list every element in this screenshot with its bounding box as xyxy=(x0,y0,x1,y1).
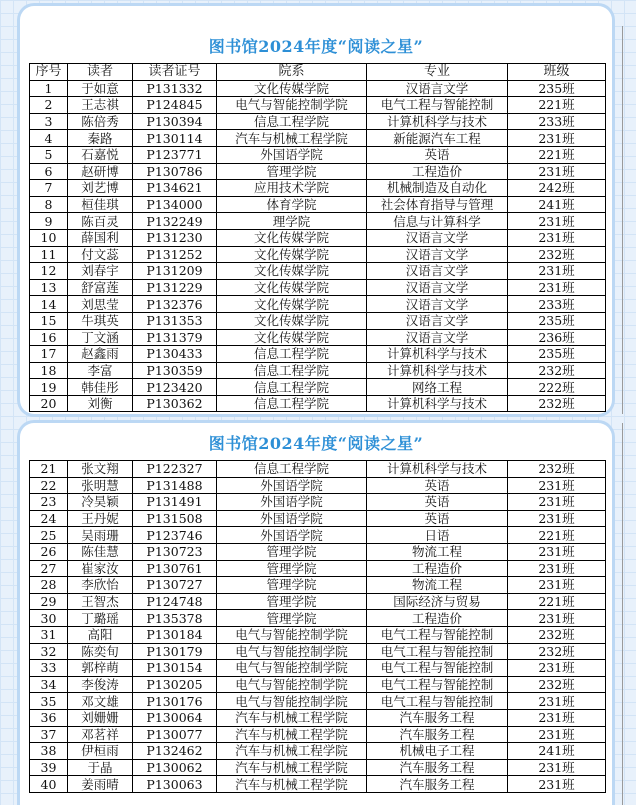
cell-index: 15 xyxy=(30,312,68,329)
cell-index: 4 xyxy=(30,130,68,147)
cell-major: 物流工程 xyxy=(367,577,508,594)
cell-college: 文化传媒学院 xyxy=(217,279,367,296)
cell-index: 22 xyxy=(30,477,68,494)
cell-class: 232班 xyxy=(508,643,606,660)
cell-card-no: P130176 xyxy=(133,693,217,710)
cell-class: 231班 xyxy=(508,560,606,577)
cell-reader: 石嘉悦 xyxy=(68,146,133,163)
table-row xyxy=(30,80,606,97)
cell-major: 汉语言文学 xyxy=(367,80,508,97)
cell-major: 电气工程与智能控制 xyxy=(367,643,508,660)
cell-major: 汽车服务工程 xyxy=(367,759,508,776)
cell-index: 38 xyxy=(30,743,68,760)
cell-college: 电气与智能控制学院 xyxy=(217,676,367,693)
cell-card-no: P130154 xyxy=(133,660,217,677)
table-row xyxy=(30,626,606,643)
cell-index: 2 xyxy=(30,97,68,114)
cell-major: 汉语言文学 xyxy=(367,229,508,246)
cell-reader: 于如意 xyxy=(68,80,133,97)
cell-index: 40 xyxy=(30,776,68,793)
cell-index: 25 xyxy=(30,527,68,544)
cell-college: 管理学院 xyxy=(217,560,367,577)
cell-reader: 刘春宇 xyxy=(68,263,133,280)
cell-card-no: P130727 xyxy=(133,577,217,594)
table-row xyxy=(30,577,606,594)
cell-index: 6 xyxy=(30,163,68,180)
list-title-1: 图书馆2024年度“阅读之星” xyxy=(208,37,424,56)
cell-index: 36 xyxy=(30,709,68,726)
table-row xyxy=(30,97,606,114)
table-row xyxy=(30,510,606,527)
cell-college: 管理学院 xyxy=(217,577,367,594)
cell-card-no: P130062 xyxy=(133,759,217,776)
cell-college: 文化传媒学院 xyxy=(217,80,367,97)
cell-card-no: P131332 xyxy=(133,80,217,97)
cell-class: 232班 xyxy=(508,395,606,412)
cell-index: 8 xyxy=(30,196,68,213)
divider-line xyxy=(622,423,623,805)
table-row xyxy=(30,527,606,544)
table-row xyxy=(30,776,606,793)
cell-reader: 邓茗祥 xyxy=(68,726,133,743)
cell-major: 日语 xyxy=(367,527,508,544)
cell-class: 231班 xyxy=(508,213,606,230)
cell-reader: 崔家汝 xyxy=(68,560,133,577)
cell-class: 221班 xyxy=(508,146,606,163)
cell-college: 电气与智能控制学院 xyxy=(217,97,367,114)
cell-reader: 韩佳彤 xyxy=(68,379,133,396)
cell-major: 汽车服务工程 xyxy=(367,726,508,743)
cell-college: 外国语学院 xyxy=(217,510,367,527)
cell-card-no: P130205 xyxy=(133,676,217,693)
cell-index: 5 xyxy=(30,146,68,163)
cell-reader: 桓佳琪 xyxy=(68,196,133,213)
cell-card-no: P130063 xyxy=(133,776,217,793)
table-row xyxy=(30,229,606,246)
table-row xyxy=(30,461,606,478)
col-header-index: 序号 xyxy=(30,64,68,81)
col-header-major: 专业 xyxy=(367,64,508,81)
cell-reader: 吴雨珊 xyxy=(68,527,133,544)
cell-major: 汉语言文学 xyxy=(367,263,508,280)
cell-reader: 薛国利 xyxy=(68,229,133,246)
cell-card-no: P132249 xyxy=(133,213,217,230)
cell-card-no: P123771 xyxy=(133,146,217,163)
cell-class: 222班 xyxy=(508,379,606,396)
cell-reader: 刘衡 xyxy=(68,395,133,412)
table-row xyxy=(30,163,606,180)
cell-major: 机械电子工程 xyxy=(367,743,508,760)
cell-class: 241班 xyxy=(508,196,606,213)
cell-index: 34 xyxy=(30,676,68,693)
cell-major: 汉语言文学 xyxy=(367,279,508,296)
cell-major: 英语 xyxy=(367,146,508,163)
cell-card-no: P131252 xyxy=(133,246,217,263)
table-row xyxy=(30,130,606,147)
cell-reader: 付文蕊 xyxy=(68,246,133,263)
cell-reader: 伊桓雨 xyxy=(68,743,133,760)
cell-index: 12 xyxy=(30,263,68,280)
cell-class: 231班 xyxy=(508,776,606,793)
table-row xyxy=(30,494,606,511)
cell-major: 物流工程 xyxy=(367,543,508,560)
cell-college: 体育学院 xyxy=(217,196,367,213)
cell-class: 221班 xyxy=(508,97,606,114)
cell-index: 26 xyxy=(30,543,68,560)
list-title-2: 图书馆2024年度“阅读之星” xyxy=(208,434,424,453)
col-header-reader: 读者 xyxy=(68,64,133,81)
cell-major: 新能源汽车工程 xyxy=(367,130,508,147)
cell-index: 24 xyxy=(30,510,68,527)
cell-index: 33 xyxy=(30,660,68,677)
cell-index: 17 xyxy=(30,346,68,363)
cell-college: 管理学院 xyxy=(217,593,367,610)
cell-reader: 冷昊颖 xyxy=(68,494,133,511)
cell-card-no: P122327 xyxy=(133,461,217,478)
cell-major: 工程造价 xyxy=(367,163,508,180)
cell-class: 235班 xyxy=(508,80,606,97)
cell-index: 11 xyxy=(30,246,68,263)
cell-college: 汽车与机械工程学院 xyxy=(217,709,367,726)
cell-card-no: P131230 xyxy=(133,229,217,246)
cell-major: 汉语言文学 xyxy=(367,246,508,263)
cell-class: 242班 xyxy=(508,180,606,197)
cell-major: 信息与计算科学 xyxy=(367,213,508,230)
cell-index: 18 xyxy=(30,362,68,379)
cell-index: 16 xyxy=(30,329,68,346)
cell-college: 应用技术学院 xyxy=(217,180,367,197)
cell-class: 231班 xyxy=(508,693,606,710)
cell-class: 231班 xyxy=(508,130,606,147)
cell-card-no: P130077 xyxy=(133,726,217,743)
cell-college: 信息工程学院 xyxy=(217,395,367,412)
table-row xyxy=(30,279,606,296)
table-row xyxy=(30,329,606,346)
cell-card-no: P123420 xyxy=(133,379,217,396)
cell-college: 管理学院 xyxy=(217,163,367,180)
cell-college: 汽车与机械工程学院 xyxy=(217,130,367,147)
table-row xyxy=(30,296,606,313)
cell-card-no: P130114 xyxy=(133,130,217,147)
cell-reader: 高阳 xyxy=(68,626,133,643)
cell-index: 20 xyxy=(30,395,68,412)
cell-reader: 赵研博 xyxy=(68,163,133,180)
cell-class: 232班 xyxy=(508,461,606,478)
table-row xyxy=(30,146,606,163)
table-row xyxy=(30,643,606,660)
cell-class: 221班 xyxy=(508,527,606,544)
cell-class: 236班 xyxy=(508,329,606,346)
table-row xyxy=(30,213,606,230)
cell-major: 电气工程与智能控制 xyxy=(367,660,508,677)
table-row xyxy=(30,743,606,760)
cell-reader: 陈百灵 xyxy=(68,213,133,230)
cell-college: 信息工程学院 xyxy=(217,461,367,478)
cell-college: 外国语学院 xyxy=(217,494,367,511)
table-row xyxy=(30,113,606,130)
cell-college: 外国语学院 xyxy=(217,477,367,494)
cell-card-no: P131488 xyxy=(133,477,217,494)
cell-college: 汽车与机械工程学院 xyxy=(217,776,367,793)
cell-reader: 牛琪英 xyxy=(68,312,133,329)
cell-class: 231班 xyxy=(508,477,606,494)
cell-major: 国际经济与贸易 xyxy=(367,593,508,610)
cell-class: 231班 xyxy=(508,610,606,627)
cell-class: 232班 xyxy=(508,246,606,263)
cell-class: 235班 xyxy=(508,346,606,363)
list-card-1 xyxy=(20,6,612,414)
cell-card-no: P135378 xyxy=(133,610,217,627)
cell-reader: 李富 xyxy=(68,362,133,379)
cell-reader: 丁璐瑶 xyxy=(68,610,133,627)
cell-major: 汉语言文学 xyxy=(367,312,508,329)
table-row xyxy=(30,560,606,577)
cell-college: 文化传媒学院 xyxy=(217,329,367,346)
cell-class: 231班 xyxy=(508,229,606,246)
cell-major: 汉语言文学 xyxy=(367,296,508,313)
cell-reader: 李欣怡 xyxy=(68,577,133,594)
cell-college: 文化传媒学院 xyxy=(217,296,367,313)
cell-class: 233班 xyxy=(508,113,606,130)
cell-class: 231班 xyxy=(508,279,606,296)
table-row xyxy=(30,180,606,197)
cell-class: 231班 xyxy=(508,263,606,280)
cell-class: 232班 xyxy=(508,676,606,693)
cell-card-no: P130064 xyxy=(133,709,217,726)
cell-class: 231班 xyxy=(508,163,606,180)
cell-major: 机械制造及自动化 xyxy=(367,180,508,197)
cell-class: 231班 xyxy=(508,510,606,527)
cell-major: 英语 xyxy=(367,494,508,511)
cell-college: 汽车与机械工程学院 xyxy=(217,743,367,760)
table-row xyxy=(30,312,606,329)
cell-index: 19 xyxy=(30,379,68,396)
cell-class: 231班 xyxy=(508,759,606,776)
cell-card-no: P134621 xyxy=(133,180,217,197)
cell-card-no: P131379 xyxy=(133,329,217,346)
cell-index: 9 xyxy=(30,213,68,230)
cell-class: 231班 xyxy=(508,494,606,511)
cell-index: 13 xyxy=(30,279,68,296)
cell-college: 汽车与机械工程学院 xyxy=(217,726,367,743)
cell-index: 30 xyxy=(30,610,68,627)
table-row xyxy=(30,346,606,363)
cell-class: 231班 xyxy=(508,543,606,560)
cell-reader: 刘艺博 xyxy=(68,180,133,197)
cell-index: 23 xyxy=(30,494,68,511)
cell-index: 27 xyxy=(30,560,68,577)
cell-card-no: P130179 xyxy=(133,643,217,660)
cell-major: 电气工程与智能控制 xyxy=(367,693,508,710)
cell-college: 电气与智能控制学院 xyxy=(217,693,367,710)
cell-reader: 邓文雄 xyxy=(68,693,133,710)
cell-college: 信息工程学院 xyxy=(217,113,367,130)
cell-index: 14 xyxy=(30,296,68,313)
table-row xyxy=(30,709,606,726)
table-row xyxy=(30,246,606,263)
table-header-row xyxy=(30,64,606,81)
cell-index: 31 xyxy=(30,626,68,643)
cell-reader: 陈倍秀 xyxy=(68,113,133,130)
cell-college: 电气与智能控制学院 xyxy=(217,626,367,643)
cell-major: 工程造价 xyxy=(367,560,508,577)
cell-reader: 郭梓萌 xyxy=(68,660,133,677)
cell-class: 235班 xyxy=(508,312,606,329)
cell-reader: 秦路 xyxy=(68,130,133,147)
cell-class: 233班 xyxy=(508,296,606,313)
readers-table-1 xyxy=(29,63,606,412)
cell-major: 计算机科学与技术 xyxy=(367,395,508,412)
cell-major: 网络工程 xyxy=(367,379,508,396)
cell-major: 计算机科学与技术 xyxy=(367,113,508,130)
cell-class: 221班 xyxy=(508,593,606,610)
cell-class: 241班 xyxy=(508,743,606,760)
cell-major: 电气工程与智能控制 xyxy=(367,676,508,693)
table-row xyxy=(30,693,606,710)
cell-card-no: P124845 xyxy=(133,97,217,114)
cell-college: 理学院 xyxy=(217,213,367,230)
cell-class: 232班 xyxy=(508,626,606,643)
cell-major: 计算机科学与技术 xyxy=(367,362,508,379)
cell-college: 文化传媒学院 xyxy=(217,312,367,329)
list-card-2 xyxy=(20,423,612,805)
cell-reader: 王丹妮 xyxy=(68,510,133,527)
cell-card-no: P130184 xyxy=(133,626,217,643)
cell-card-no: P131491 xyxy=(133,494,217,511)
col-header-class: 班级 xyxy=(508,64,606,81)
table-row xyxy=(30,362,606,379)
cell-index: 10 xyxy=(30,229,68,246)
cell-reader: 姜雨晴 xyxy=(68,776,133,793)
cell-card-no: P132462 xyxy=(133,743,217,760)
table-row xyxy=(30,610,606,627)
cell-card-no: P124748 xyxy=(133,593,217,610)
cell-index: 7 xyxy=(30,180,68,197)
cell-card-no: P130433 xyxy=(133,346,217,363)
table-body-2 xyxy=(30,461,606,793)
cell-college: 信息工程学院 xyxy=(217,346,367,363)
cell-major: 电气工程与智能控制 xyxy=(367,97,508,114)
readers-table-2 xyxy=(29,460,606,793)
table-row xyxy=(30,726,606,743)
cell-major: 英语 xyxy=(367,477,508,494)
cell-card-no: P130394 xyxy=(133,113,217,130)
table-row xyxy=(30,660,606,677)
table-row xyxy=(30,395,606,412)
cell-college: 文化传媒学院 xyxy=(217,229,367,246)
cell-reader: 刘姗姗 xyxy=(68,709,133,726)
cell-college: 外国语学院 xyxy=(217,146,367,163)
cell-major: 工程造价 xyxy=(367,610,508,627)
cell-major: 计算机科学与技术 xyxy=(367,461,508,478)
cell-index: 32 xyxy=(30,643,68,660)
cell-college: 电气与智能控制学院 xyxy=(217,643,367,660)
cell-reader: 赵鑫雨 xyxy=(68,346,133,363)
cell-card-no: P131209 xyxy=(133,263,217,280)
cell-index: 28 xyxy=(30,577,68,594)
cell-reader: 李俊涛 xyxy=(68,676,133,693)
cell-card-no: P132376 xyxy=(133,296,217,313)
cell-class: 231班 xyxy=(508,709,606,726)
cell-college: 文化传媒学院 xyxy=(217,246,367,263)
cell-reader: 王智杰 xyxy=(68,593,133,610)
cell-reader: 张文翔 xyxy=(68,461,133,478)
cell-index: 37 xyxy=(30,726,68,743)
cell-reader: 陈奕旬 xyxy=(68,643,133,660)
cell-college: 管理学院 xyxy=(217,610,367,627)
cell-class: 232班 xyxy=(508,362,606,379)
cell-class: 231班 xyxy=(508,660,606,677)
cell-college: 电气与智能控制学院 xyxy=(217,660,367,677)
table-row xyxy=(30,676,606,693)
cell-major: 电气工程与智能控制 xyxy=(367,626,508,643)
cell-index: 1 xyxy=(30,80,68,97)
cell-index: 3 xyxy=(30,113,68,130)
cell-major: 汉语言文学 xyxy=(367,329,508,346)
table-row xyxy=(30,593,606,610)
table-row xyxy=(30,759,606,776)
cell-college: 外国语学院 xyxy=(217,527,367,544)
cell-college: 汽车与机械工程学院 xyxy=(217,759,367,776)
table-row xyxy=(30,379,606,396)
cell-college: 管理学院 xyxy=(217,543,367,560)
cell-major: 英语 xyxy=(367,510,508,527)
cell-card-no: P130786 xyxy=(133,163,217,180)
table-row xyxy=(30,263,606,280)
cell-card-no: P130761 xyxy=(133,560,217,577)
table-body-1 xyxy=(30,80,606,412)
cell-card-no: P131508 xyxy=(133,510,217,527)
cell-college: 信息工程学院 xyxy=(217,379,367,396)
col-header-card-no: 读者证号 xyxy=(133,64,217,81)
table-row xyxy=(30,477,606,494)
cell-major: 计算机科学与技术 xyxy=(367,346,508,363)
cell-class: 231班 xyxy=(508,577,606,594)
divider-line xyxy=(622,26,623,414)
cell-reader: 于晶 xyxy=(68,759,133,776)
cell-card-no: P134000 xyxy=(133,196,217,213)
cell-card-no: P131353 xyxy=(133,312,217,329)
col-header-college: 院系 xyxy=(217,64,367,81)
cell-major: 汽车服务工程 xyxy=(367,776,508,793)
cell-index: 35 xyxy=(30,693,68,710)
table-row xyxy=(30,543,606,560)
cell-reader: 王志祺 xyxy=(68,97,133,114)
cell-card-no: P130359 xyxy=(133,362,217,379)
cell-card-no: P130723 xyxy=(133,543,217,560)
cell-reader: 丁文涵 xyxy=(68,329,133,346)
cell-college: 文化传媒学院 xyxy=(217,263,367,280)
cell-index: 21 xyxy=(30,461,68,478)
cell-index: 29 xyxy=(30,593,68,610)
cell-reader: 刘思莹 xyxy=(68,296,133,313)
cell-college: 信息工程学院 xyxy=(217,362,367,379)
cell-major: 社会体育指导与管理 xyxy=(367,196,508,213)
cell-card-no: P131229 xyxy=(133,279,217,296)
cell-reader: 陈佳慧 xyxy=(68,543,133,560)
cell-reader: 舒富莲 xyxy=(68,279,133,296)
table-row xyxy=(30,196,606,213)
cell-card-no: P130362 xyxy=(133,395,217,412)
cell-reader: 张明慧 xyxy=(68,477,133,494)
cell-major: 汽车服务工程 xyxy=(367,709,508,726)
cell-class: 231班 xyxy=(508,726,606,743)
cell-index: 39 xyxy=(30,759,68,776)
cell-card-no: P123746 xyxy=(133,527,217,544)
